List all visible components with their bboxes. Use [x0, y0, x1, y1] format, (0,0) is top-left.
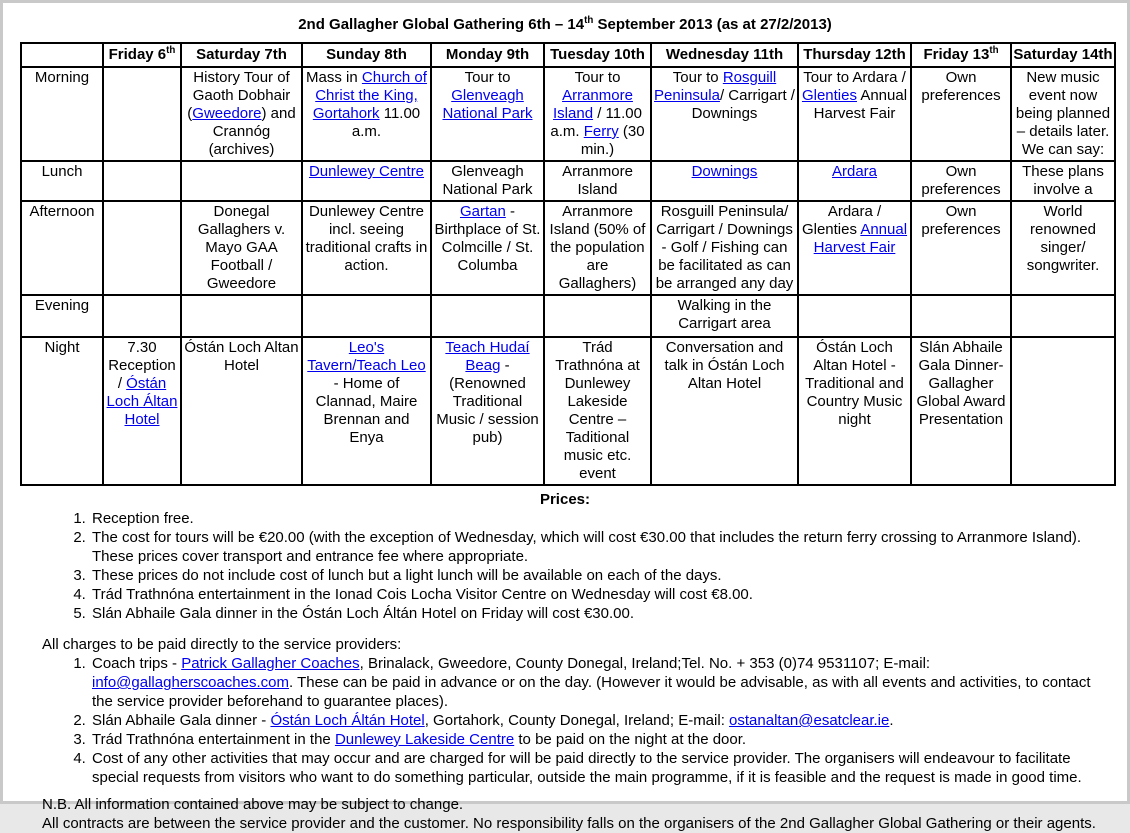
text-segment: Monday 9th — [445, 46, 530, 63]
schedule-cell — [103, 67, 181, 161]
text-segment: (30 min.) — [580, 123, 645, 158]
text-segment: These plans involve a — [1022, 163, 1104, 198]
schedule-cell — [544, 337, 651, 485]
schedule-cell — [798, 295, 911, 337]
schedule-cell — [544, 67, 651, 161]
text-segment: Tour to — [464, 69, 511, 86]
schedule-cell — [651, 67, 798, 161]
schedule-cell — [651, 161, 798, 201]
schedule-cell — [431, 67, 544, 161]
text-segment: Óstán Loch Altan Hotel -Traditional and Country Music night — [805, 339, 904, 428]
hyperlink-arranmore-island[interactable]: Arranmore Island — [553, 87, 633, 122]
price-item — [90, 604, 1104, 623]
schedule-cell — [651, 295, 798, 337]
text-segment: 7.30 Reception / — [108, 339, 176, 392]
schedule-cell — [431, 201, 544, 295]
hyperlink-gweedore[interactable]: Gweedore — [192, 105, 262, 122]
row-label-afternoon: Afternoon — [21, 201, 103, 295]
day-column-header — [21, 43, 103, 67]
hyperlink-ferry[interactable]: Ferry — [583, 123, 619, 140]
price-item — [90, 585, 1104, 604]
schedule-cell — [1011, 161, 1115, 201]
schedule-cell — [544, 295, 651, 337]
text-segment: Thursday 12th — [803, 46, 906, 63]
schedule-cell — [1011, 201, 1115, 295]
schedule-cell — [544, 161, 651, 201]
schedule-row-morning — [21, 67, 1115, 161]
charge-item — [90, 654, 1104, 711]
text-segment: The cost for tours will be €20.00 (with the exception of Wednesday, which will cost €30.00 that includes the return ferry crossing to Arranmore Island). These prices cover transport and entrance fee where appropriate. — [92, 529, 1082, 565]
schedule-cell — [302, 161, 431, 201]
schedule-cell — [911, 161, 1011, 201]
charges-section — [42, 654, 1104, 787]
schedule-cell — [181, 161, 302, 201]
text-segment: Slán Abhaile Gala dinner in the Óstán Loch Áltán Hotel on Friday will cost €30.00. — [92, 605, 634, 622]
text-segment: Arranmore Island — [562, 163, 633, 198]
text-segment: Arranmore Island (50% of the population are Gallaghers) — [549, 203, 646, 292]
price-item — [90, 528, 1104, 566]
hyperlink-patrick-gallagher-coaches[interactable]: Patrick Gallagher Coaches — [181, 655, 360, 672]
text-segment: - Home of Clannad, Maire Brennan and Enya — [315, 375, 418, 446]
day-column-header — [103, 43, 181, 67]
schedule-cell — [911, 337, 1011, 485]
row-label-lunch: Lunch — [21, 161, 103, 201]
text-segment: Trád Trathnóna entertainment in the Ionad Cois Locha Visitor Centre on Wednesday will cost €8.00. — [92, 586, 753, 603]
hyperlink-church-of-christ-the-king-gortahork[interactable]: Church of Christ the King, Gortahork — [312, 69, 427, 122]
schedule-cell — [798, 201, 911, 295]
charges-list — [42, 654, 1104, 787]
text-segment: World renowned singer/ songwriter. — [1026, 203, 1100, 274]
text-segment: New music event now being planned – details later. We can say: — [1015, 69, 1111, 158]
day-column-header — [1011, 43, 1115, 67]
hyperlink-info-gallagherscoaches-com[interactable]: info@gallagherscoaches.com — [92, 674, 289, 691]
day-column-header — [181, 43, 302, 67]
text-segment: to be paid on the night at the door. — [514, 731, 747, 748]
text-segment: Dunlewey Centre incl. seeing traditional crafts in action. — [305, 203, 428, 274]
text-segment: Ardara / Glenties — [801, 203, 882, 238]
text-segment: Tour to Ardara / — [803, 69, 906, 86]
text-segment: . These can be paid in advance or on the day. (However it would be advisable, as with all events and activities, to contact the service provider beforehand to guarantee places). — [92, 674, 1091, 710]
text-segment: Tour to — [574, 69, 621, 86]
text-segment: Donegal Gallaghers v. Mayo GAA Football / Gweedore — [197, 203, 286, 292]
schedule-table — [20, 42, 1116, 486]
schedule-cell — [181, 337, 302, 485]
schedule-cell — [651, 201, 798, 295]
schedule-cell — [1011, 295, 1115, 337]
text-segment: Walking in the Carrigart area — [677, 297, 772, 332]
price-item — [90, 509, 1104, 528]
text-segment: Saturday 14th — [1013, 46, 1113, 63]
text-segment: Tuesday 10th — [550, 46, 645, 63]
text-segment: Conversation and talk in Óstán Loch Altan Hotel — [664, 339, 785, 392]
schedule-cell — [431, 337, 544, 485]
nb-note-contracts: All contracts are between the service provider and the customer. No responsibility falls on the organisers of the 2nd Gallagher Global Gathering or their agents. — [42, 815, 1096, 832]
text-segment: Friday 6 — [108, 46, 167, 63]
text-segment: Annual Harvest Fair — [813, 87, 908, 122]
schedule-cell — [911, 295, 1011, 337]
text-segment: History Tour of Gaoth Dobhair ( — [187, 69, 291, 122]
text-segment: , Gortahork, County Donegal, Ireland; E-mail: — [424, 712, 730, 729]
row-label-morning: Morning — [21, 67, 103, 161]
text-segment: Rosguill Peninsula/ Carrigart / Downings - Golf / Fishing can be facilitated as can be arranged any day — [655, 203, 794, 292]
hyperlink-annual-harvest-fair[interactable]: Annual Harvest Fair — [813, 221, 908, 256]
hyperlink-st-n-loch-lt-n-hotel[interactable]: Óstán Loch Áltán Hotel — [270, 712, 425, 729]
charge-item — [90, 730, 1104, 749]
text-segment: Saturday 7th — [196, 46, 287, 63]
text-segment: These prices do not include cost of lunch but a light lunch will be available on each of the days. — [92, 567, 722, 584]
charge-item — [90, 749, 1104, 787]
schedule-cell — [302, 67, 431, 161]
schedule-cell — [103, 201, 181, 295]
hyperlink-downings[interactable]: Downings — [691, 163, 758, 180]
hyperlink-leo-s-tavern-teach-leo[interactable]: Leo's Tavern/Teach Leo — [307, 339, 426, 374]
schedule-row-afternoon — [21, 201, 1115, 295]
text-segment: Glenveagh National Park — [442, 163, 533, 198]
text-segment: 2nd Gallagher Global Gathering 6th – 14 — [298, 16, 585, 33]
text-segment: - Birthplace of St. Colmcille / St. Columba — [434, 203, 541, 274]
schedule-cell — [181, 201, 302, 295]
text-segment: / Carrigart / Downings — [691, 87, 795, 122]
text-segment: Slán Abhaile Gala Dinner- Gallagher Global Award Presentation — [916, 339, 1006, 428]
superscript-text: th — [989, 45, 999, 56]
schedule-cell — [798, 161, 911, 201]
text-segment: Trád Trathnóna at Dunlewey Lakeside Centre – Taditional music etc. event — [555, 339, 640, 482]
text-segment: , Brinalack, Gweedore, County Donegal, Ireland;Tel. No. + 353 (0)74 9531107; E-mail: — [359, 655, 931, 672]
hyperlink-rosguill-peninsula[interactable]: Rosguill Peninsula — [654, 69, 777, 104]
prices-heading: Prices: — [539, 491, 591, 508]
text-segment: Mass in — [306, 69, 362, 86]
text-segment: . — [889, 712, 894, 729]
text-segment: Own preferences — [921, 69, 1001, 104]
text-segment: Reception free. — [92, 510, 194, 527]
charge-item — [90, 711, 1104, 730]
text-segment: Coach trips - — [92, 655, 182, 672]
schedule-cell — [798, 67, 911, 161]
text-segment: 11.00 a.m. — [351, 105, 421, 140]
schedule-cell — [911, 67, 1011, 161]
schedule-cell — [181, 295, 302, 337]
schedule-cell — [544, 201, 651, 295]
schedule-cell — [103, 295, 181, 337]
day-column-header — [911, 43, 1011, 67]
row-label-night: Night — [21, 337, 103, 485]
schedule-cell — [302, 201, 431, 295]
text-segment: Óstán Loch Altan Hotel — [184, 339, 299, 374]
schedule-cell — [103, 161, 181, 201]
text-segment: Friday 13 — [923, 46, 990, 63]
prices-section — [42, 509, 1104, 623]
hyperlink-gartan[interactable]: Gartan — [459, 203, 506, 220]
hyperlink-dunlewey-centre[interactable]: Dunlewey Centre — [308, 163, 425, 180]
schedule-cell — [1011, 67, 1115, 161]
schedule-cell — [431, 161, 544, 201]
day-column-header — [302, 43, 431, 67]
text-segment: Own preferences — [921, 203, 1001, 238]
hyperlink-teach-huda-beag[interactable]: Teach Hudaí Beag — [445, 339, 530, 374]
document-title — [20, 15, 1110, 34]
schedule-row-lunch — [21, 161, 1115, 201]
schedule-body — [21, 67, 1115, 485]
schedule-cell — [911, 201, 1011, 295]
schedule-cell — [181, 67, 302, 161]
prices-list — [42, 509, 1104, 623]
text-segment: Cost of any other activities that may occur and are charged for will be paid directly to the service provider. The organisers will endeavour to facilitate special requests from visitors who want to do something particular, outside the main programme, if it is feasible and the request is made in good time. — [92, 750, 1082, 786]
schedule-cell — [302, 337, 431, 485]
text-segment: Own preferences — [921, 163, 1001, 198]
day-column-header — [431, 43, 544, 67]
row-label-evening: Evening — [21, 295, 103, 337]
header-row — [21, 43, 1115, 67]
price-item — [90, 566, 1104, 585]
text-segment: / 11.00 a.m. — [550, 105, 642, 140]
hyperlink-ardara[interactable]: Ardara — [831, 163, 878, 180]
text-segment: Sunday 8th — [326, 46, 407, 63]
schedule-cell — [798, 337, 911, 485]
schedule-cell — [651, 337, 798, 485]
hyperlink-glenveagh-national-park[interactable]: Glenveagh National Park — [442, 87, 533, 122]
text-segment: Tour to — [672, 69, 723, 86]
text-segment: Wednesday 11th — [665, 46, 784, 63]
schedule-row-evening — [21, 295, 1115, 337]
day-column-header — [798, 43, 911, 67]
superscript-text: th — [166, 45, 176, 56]
text-segment: September 2013 (as at 27/2/2013) — [593, 16, 832, 33]
text-segment: Trád Trathnóna entertainment in the — [92, 731, 335, 748]
hyperlink-glenties[interactable]: Glenties — [801, 87, 857, 104]
schedule-row-night — [21, 337, 1115, 485]
hyperlink-dunlewey-lakeside-centre[interactable]: Dunlewey Lakeside Centre — [334, 731, 515, 748]
superscript-text: th — [584, 15, 594, 26]
text-segment: ) and Crannóg (archives) — [208, 105, 296, 158]
schedule-cell — [1011, 337, 1115, 485]
text-segment: Slán Abhaile Gala dinner - — [92, 712, 271, 729]
text-segment: - (Renowned Traditional Music / session pub) — [436, 357, 539, 446]
schedule-cell — [103, 337, 181, 485]
schedule-cell — [302, 295, 431, 337]
hyperlink-ostanaltan-esatclear-ie[interactable]: ostanaltan@esatclear.ie — [729, 712, 890, 729]
day-column-header — [544, 43, 651, 67]
charges-intro: All charges to be paid directly to the service providers: — [42, 636, 402, 653]
hyperlink-st-n-loch-ltan-hotel[interactable]: Óstán Loch Áltan Hotel — [106, 375, 178, 428]
day-column-header — [651, 43, 798, 67]
nb-note-change: N.B. All information contained above may be subject to change. — [42, 796, 464, 813]
schedule-cell — [431, 295, 544, 337]
